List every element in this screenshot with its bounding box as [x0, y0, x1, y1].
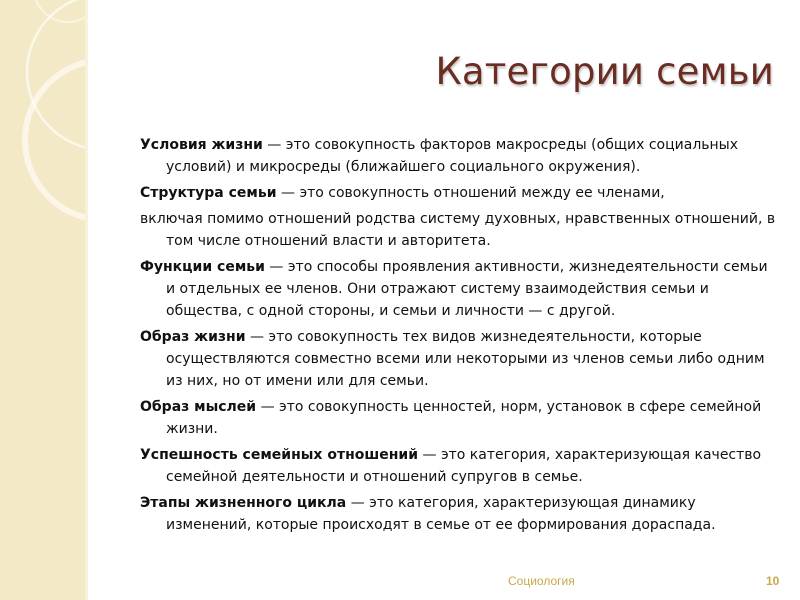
- slide-title: Категории семьи: [435, 50, 774, 93]
- term: Структура семьи: [140, 185, 277, 201]
- term: Условия жизни: [140, 137, 263, 153]
- footer-label: Социология: [508, 574, 575, 588]
- term: Этапы жизненного цикла: [140, 495, 347, 511]
- band-divider: [85, 0, 88, 600]
- separator: —: [418, 447, 441, 463]
- page-number: 10: [766, 574, 780, 588]
- term: Функции семьи: [140, 259, 265, 275]
- decorative-circles-graphic: [0, 0, 85, 600]
- definition-paragraph: [140, 208, 780, 252]
- definition-text: это способы проявления активности, жизнедеятельности семьи и отдельных ее членов. Они отражают систему взаимодействия семьи и общества, с одной стороны, и семьи и личности — с другой.: [166, 259, 768, 319]
- separator: —: [256, 399, 280, 415]
- separator: —: [245, 329, 269, 345]
- definition-text: это совокупность отношений между ее членами,: [299, 185, 665, 201]
- term: Образ мыслей: [140, 399, 257, 415]
- definition-text: это категория, характеризующая качество семейной деятельности и отношений супругов в семье.: [166, 447, 762, 485]
- definition-text: включая помимо отношений родства систему духовных, нравственных отношений, в том числе отношений власти и авторитета.: [140, 211, 776, 249]
- term: Образ жизни: [140, 329, 246, 345]
- definition-text: это совокупность тех видов жизнедеятельности, которые осуществляются совместно всеми или некоторыми из членов семьи либо одним из них, но от имени или для семьи.: [166, 329, 765, 389]
- separator: —: [346, 495, 370, 511]
- definition-paragraph: [140, 326, 780, 392]
- definition-paragraph: [140, 444, 780, 488]
- definition-text: это категория, характеризующая динамику изменений, которые происходят в семье от ее формирования дораспада.: [166, 495, 716, 533]
- definition-paragraph: [140, 134, 780, 178]
- definition-text: это совокупность факторов макросреды (общих социальных условий) и микросреды (ближайшего социального окружения).: [166, 137, 739, 175]
- definition-paragraph: [140, 396, 780, 440]
- definition-paragraph: [140, 182, 780, 204]
- term: Успешность семейных отношений: [140, 447, 419, 463]
- definition-paragraph: [140, 492, 780, 536]
- separator: —: [264, 259, 288, 275]
- decorative-side-band: [0, 0, 85, 600]
- separator: —: [262, 137, 286, 153]
- definition-paragraph: [140, 256, 780, 322]
- slide-body: [140, 134, 780, 540]
- definition-text: это совокупность ценностей, норм, установок в сфере семейной жизни.: [166, 399, 762, 437]
- separator: —: [276, 185, 300, 201]
